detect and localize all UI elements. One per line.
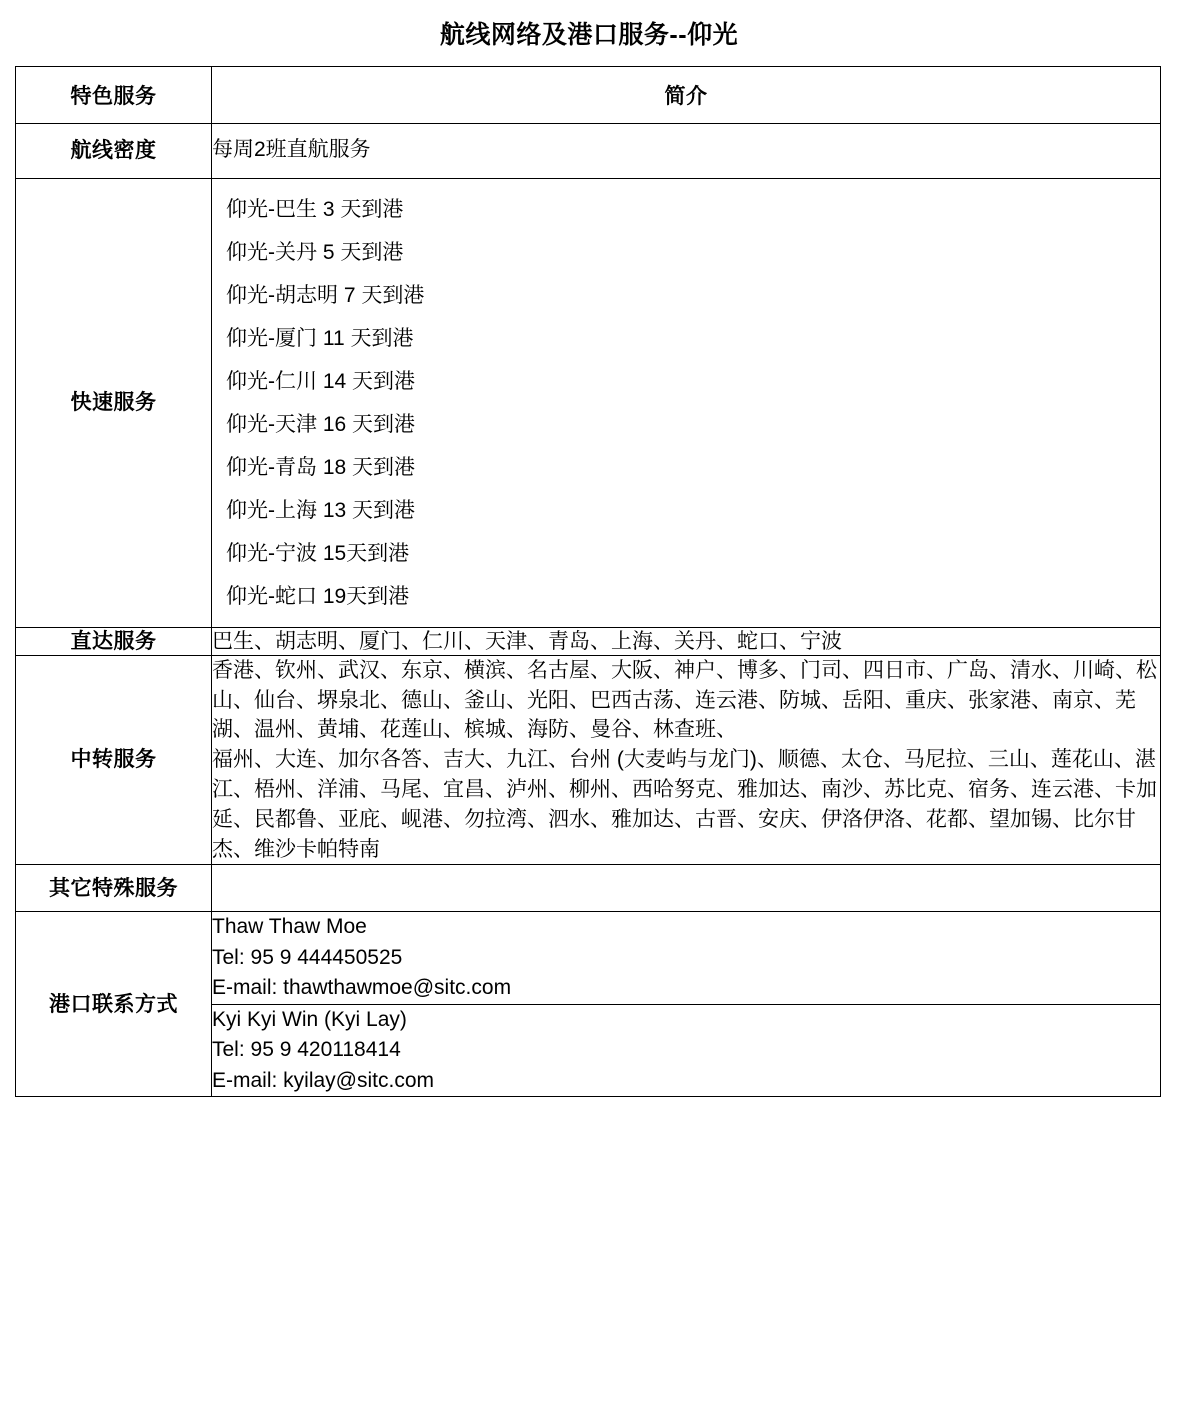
list-item: 仰光-天津 16 天到港 [226, 412, 416, 436]
page-title: 航线网络及港口服务--仰光 [439, 21, 739, 49]
row-label-fast-service: 快速服务 [16, 178, 212, 627]
row-value-route-density: 每周2班直航服务 [212, 123, 1161, 178]
list-item: 仰光-宁波 15天到港 [226, 541, 410, 565]
list-item: 仰光-胡志明 7 天到港 [226, 283, 425, 307]
transit-paragraph-1: 香港、钦州、武汉、东京、横滨、名古屋、大阪、神户、博多、门司、四日市、广岛、清水、川崎、松山、仙台、堺泉北、德山、釜山、光阳、巴西古荡、连云港、防城、岳阳、重庆、张家港、南京、芜湖、温州、黄埔、花莲山、槟城、海防、曼谷、林查班、 [212, 658, 1157, 742]
row-label-other-special-service: 其它特殊服务 [16, 865, 212, 912]
list-item: 仰光-上海 13 天到港 [226, 498, 416, 522]
row-value-transit-service [212, 655, 1161, 865]
table-row-port-contact-1 [16, 912, 1161, 1004]
list-item: 仰光-蛇口 19天到港 [226, 584, 410, 608]
row-label-transit-service: 中转服务 [16, 655, 212, 865]
table-row-route-density [16, 123, 1161, 178]
row-value-direct-service: 巴生、胡志明、厦门、仁川、天津、青岛、上海、关丹、蛇口、宁波 [212, 627, 1161, 655]
service-table [15, 66, 1161, 1098]
port-contact-block-2 [212, 1004, 1161, 1096]
header-cell-feature-service: 特色服务 [16, 66, 212, 123]
contact-tel: Tel: 95 9 420118414 [212, 1038, 401, 1062]
row-value-fast-service [212, 178, 1161, 627]
contact-tel: Tel: 95 9 444450525 [212, 945, 403, 969]
list-item: 仰光-巴生 3 天到港 [226, 197, 404, 221]
row-label-route-density: 航线密度 [16, 123, 212, 178]
row-label-port-contact: 港口联系方式 [16, 912, 212, 1097]
list-item: 仰光-青岛 18 天到港 [226, 455, 416, 479]
contact-email: E-mail: thawthawmoe@sitc.com [212, 976, 512, 1000]
table-row-direct-service [16, 627, 1161, 655]
table-row-fast-service [16, 178, 1161, 627]
contact-email: E-mail: kyilay@sitc.com [212, 1068, 435, 1092]
row-label-direct-service: 直达服务 [16, 627, 212, 655]
port-contact-block-1 [212, 912, 1161, 1004]
row-value-other-special-service [212, 865, 1161, 912]
list-item: 仰光-关丹 5 天到港 [226, 240, 404, 264]
table-row-other-special-service [16, 865, 1161, 912]
contact-name: Kyi Kyi Win (Kyi Lay) [212, 1007, 407, 1031]
table-row-transit-service [16, 655, 1161, 865]
contact-name: Thaw Thaw Moe [212, 915, 367, 939]
fast-service-list [212, 179, 1160, 627]
transit-paragraph-2: 福州、大连、加尔各答、吉大、九江、台州 (大麦屿与龙门)、顺德、太仓、马尼拉、三山、莲花山、湛江、梧州、洋浦、马尾、宜昌、泸州、柳州、西哈努克、雅加达、南沙、苏比克、宿务、连云港、卡加延、民都鲁、亚庇、岘港、勿拉湾、泗水、雅加达、古晋、安庆、伊洛伊洛、花都、望加锡、比尔甘杰、维沙卡帕特南 [212, 748, 1157, 861]
header-cell-introduction: 简介 [212, 66, 1161, 123]
table-header-row [16, 66, 1161, 123]
list-item: 仰光-仁川 14 天到港 [226, 369, 416, 393]
list-item: 仰光-厦门 11 天到港 [226, 326, 414, 350]
